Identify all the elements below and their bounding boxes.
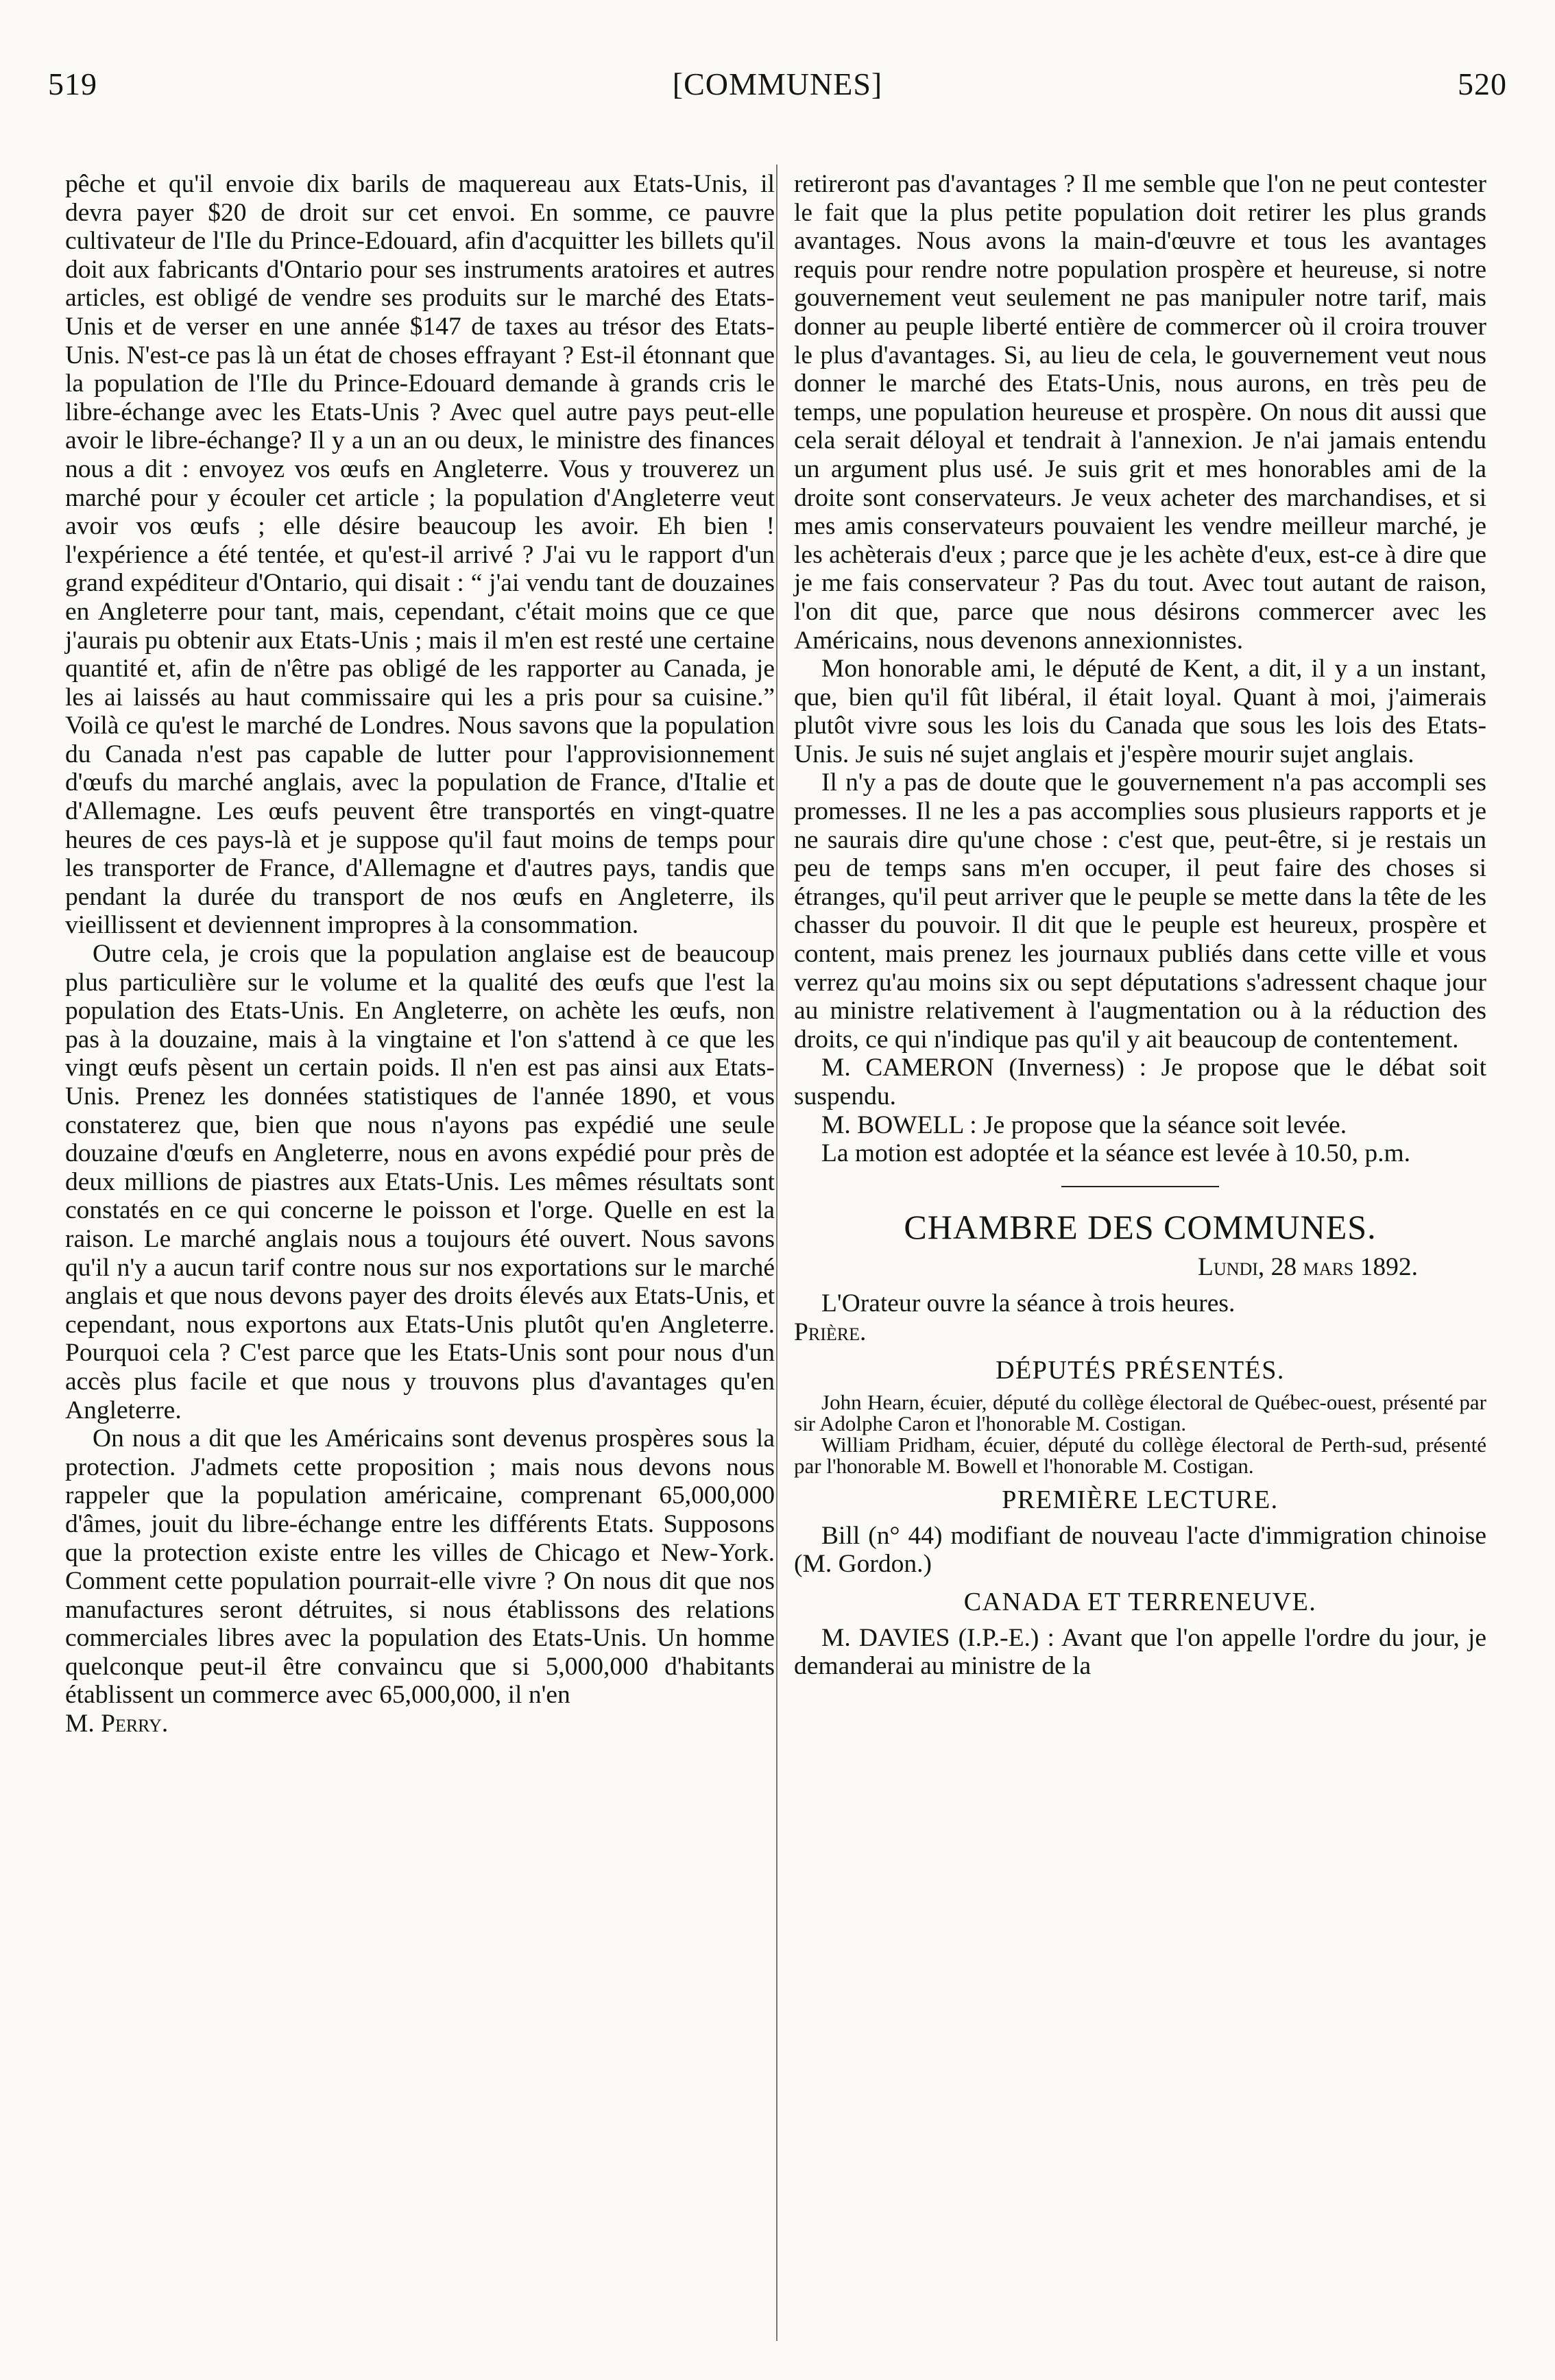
left-column xyxy=(65,170,775,1738)
page-header xyxy=(48,66,1507,107)
session-date: Lundi, 28 mars 1892. xyxy=(1198,1252,1418,1281)
paragraph: La motion est adoptée et la séance est levée à 10.50, p.m. xyxy=(821,1139,1411,1168)
bill-entry: Bill (n° 44) modifiant de nouveau l'acte d'immigration chinoise (M. Gordon.) xyxy=(794,1521,1486,1579)
deputy-entry: William Pridham, écuier, député du collège électoral de Perth-sud, présenté par l'honorable M. Bowell et l'honorable M. Costigan. xyxy=(794,1433,1486,1479)
section-rule xyxy=(1061,1186,1219,1187)
section-heading: PREMIÈRE LECTURE. xyxy=(1002,1485,1279,1515)
right-column xyxy=(794,170,1486,1681)
paragraph: Mon honorable ami, le député de Kent, a dit, il y a un instant, que, bien qu'il fût libéral, il était loyal. Quant à moi, j'aimerais plutôt vivre sous les lois du Canada que sous les lois des Etats-Unis. Je suis né sujet anglais et j'espère mourir sujet anglais. xyxy=(794,655,1486,768)
paragraph: Il n'y a pas de doute que le gouvernement n'a pas accompli ses promesses. Il ne les a pas accomplies sous plusieurs rapports et je ne saurais dire qu'une chose : c'est que, peut-être, si je restais un peu de temps sans m'en occuper, il peut faire des choses si étranges, qu'il peut arriver que le peuple se mette dans la tête de les chasser du pouvoir. Il dit que le peuple est heureux, prospère et content, mais prenez les journaux publiés dans cette ville et vous verrez qu'au moins six ou sept députations s'adressent chaque jour au ministre relativement à l'augmentation ou à la réduction des droits, ce qui n'indique pas qu'il y ait beaucoup de contentement. xyxy=(794,768,1486,1054)
deputy-entry: John Hearn, écuier, député du collège électoral de Québec-ouest, présenté par sir Adolphe Caron et l'honorable M. Costigan. xyxy=(794,1390,1486,1436)
paragraph: M. CAMERON (Inverness) : Je propose que le débat soit suspendu. xyxy=(794,1054,1486,1110)
paragraph: On nous a dit que les Américains sont devenus prospères sous la protection. J'admets cette proposition ; mais nous devons nous rappeler que la population américaine, comprenant 65,000,000 d'âmes, jouit du libre-échange entre les différents Etats. Supposons que la protection existe entre les villes de Chicago et New-York. Comment cette population pourrait-elle vivre ? On nous dit que nos manufactures seront détruites, si nous établissons des relations commerciales libres avec la population des Etats-Unis. Un homme quelconque peut-il être convaincu que si 5,000,000 d'habitants établissent un commerce avec 65,000,000, il n'en xyxy=(65,1424,775,1710)
header-title: [COMMUNES] xyxy=(672,66,883,101)
chamber-title: CHAMBRE DES COMMUNES. xyxy=(904,1207,1377,1246)
section-heading: CANADA ET TERRENEUVE. xyxy=(963,1587,1317,1616)
paragraph: Outre cela, je crois que la population anglaise est de beaucoup plus particulière sur le volume et la qualité des œufs que l'est la population des Etats-Unis. En Angleterre, on achète les œufs, non pas à la douzaine, mais à la vingtaine et l'on s'attend à ce que les vingt œufs pèsent un certain poids. Il n'en est pas ainsi aux Etats-Unis. Prenez les données statistiques de l'année 1890, et vous constaterez que, bien que nous n'ayons pas expédié une seule douzaine d'œufs en Angleterre, nous en avons expédié pour près de deux millions de piastres aux Etats-Unis. Les mêmes résultats sont constatés en ce qui concerne le poisson et l'orge. Quelle en est la raison. Le marché anglais nous a toujours été ouvert. Nous savons qu'il n'y a aucun tarif contre nous sur nos exportations sur le marché anglais et que nous devons payer des droits élevés aux Etats-Unis, et cependant, nous exportons aux Etats-Unis plutôt qu'en Angleterre. Pourquoi cela ? C'est parce que les Etats-Unis sont pour nous d'un accès plus facile et que nous y trouvons plus d'avantages qu'en Angleterre. xyxy=(65,940,775,1424)
page-number-right: 520 xyxy=(1458,66,1507,101)
priere-line: Prière. xyxy=(794,1318,867,1346)
speaker-signature: M. Perry. xyxy=(65,1710,169,1738)
paragraph: M. BOWELL : Je propose que la séance soit levée. xyxy=(821,1110,1347,1139)
paragraph: pêche et qu'il envoie dix barils de maquereau aux Etats-Unis, il devra payer $20 de droit sur cet envoi. En somme, ce pauvre cultivateur de l'Ile du Prince-Edouard, afin d'acquitter les billets qu'il doit aux fabricants d'Ontario pour ses instruments aratoires et autres articles, est obligé de vendre ses produits sur le marché des Etats-Unis et de verser en une année $147 de taxes au trésor des Etats-Unis. N'est-ce pas là un état de choses effrayant ? Est-il étonnant que la population de l'Ile du Prince-Edouard demande à grands cris le libre-échange avec les Etats-Unis ? Avec quel autre pays peut-elle avoir le libre-échange? Il y a un an ou deux, le ministre des finances nous a dit : envoyez vos œufs en Angleterre. Vous y trouverez un marché pour y écouler cet article ; la population d'Angleterre veut avoir vos œufs ; elle désire beaucoup les avoir. Eh bien ! l'expérience a été tentée, et qu'est-il arrivé ? J'ai vu le rapport d'un grand expéditeur d'Ontario, qui disait : “ j'ai vendu tant de douzaines en Angleterre pour tant, mais, cependant, c'était moins que ce que j'aurais pu obtenir aux Etats-Unis ; mais il m'en est resté une certaine quantité et, afin de n'être pas obligé de les rapporter au Canada, je les ai laissés au haut commissaire qui les a pris pour sa cuisine.” Voilà ce qu'est le marché de Londres. Nous savons que la population du Canada n'est pas capable de lutter pour l'approvisionnement d'œufs du marché anglais, avec la population de France, d'Italie et d'Allemagne. Les œufs peuvent être transportés en vingt-quatre heures de ces pays-là et je suppose qu'il faut moins de temps pour les transporter de France, d'Allemagne et d'autres pays, tandis que pendant la durée du transport de nos œufs en Angleterre, ils vieillissent et deviennent impropres à la consommation. xyxy=(65,170,775,940)
section-heading: DÉPUTÉS PRÉSENTÉS. xyxy=(996,1355,1285,1385)
column-divider xyxy=(776,165,778,2341)
paragraph: retireront pas d'avantages ? Il me semble que l'on ne peut contester le fait que la plus petite population doit retirer les plus grands avantages. Nous avons la main-d'œuvre et tous les avantages requis pour rendre notre population prospère et heureuse, si notre gouvernement veut seulement ne pas manipuler notre tarif, mais donner au peuple liberté entière de commercer où il croira trouver le plus d'avantages. Si, au lieu de cela, le gouvernement veut nous donner le marché des Etats-Unis, nous aurons, en très peu de temps, une population heureuse et prospère. On nous dit aussi que cela serait déloyal et tendrait à l'annexion. Je n'ai jamais entendu un argument plus usé. Je suis grit et mes honorables ami de la droite sont conservateurs. Je veux acheter des marchandises, et si mes amis conservateurs pouvaient les vendre meilleur marché, je les achèterais d'eux ; parce que je les achète d'eux, est-ce à dire que je me fais conservateur ? Pas du tout. Avec tout autant de raison, l'on dit que, parce que nous désirons commercer avec les Américains, nous devenons annexionnistes. xyxy=(794,170,1486,655)
paragraph: M. DAVIES (I.P.-E.) : Avant que l'on appelle l'ordre du jour, je demanderai au ministre de la xyxy=(794,1623,1486,1681)
page-number-left: 519 xyxy=(48,66,97,101)
speaker-line: L'Orateur ouvre la séance à trois heures. xyxy=(821,1289,1235,1318)
